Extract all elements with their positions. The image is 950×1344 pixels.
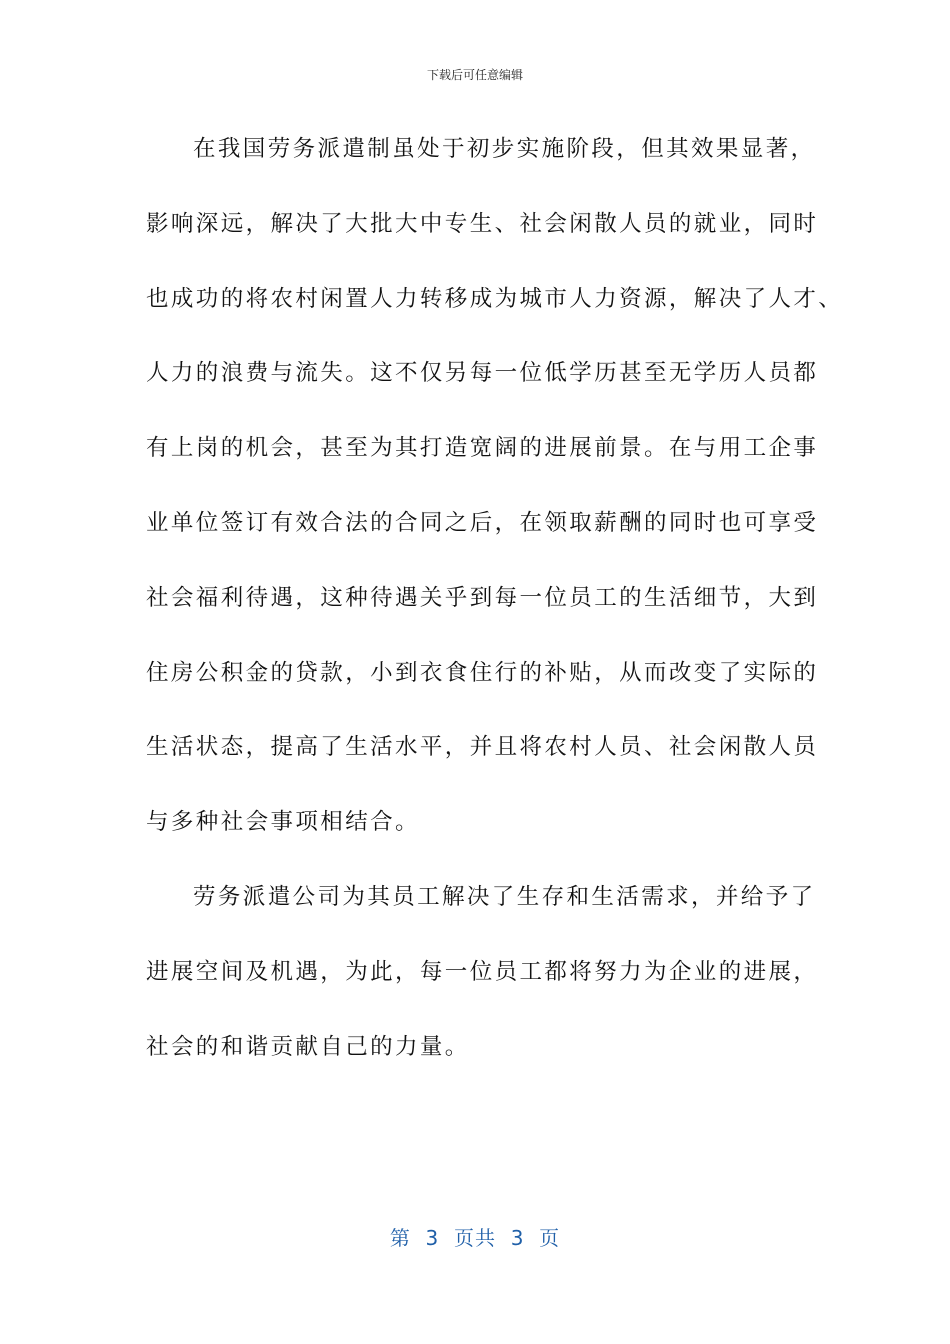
paragraph-line: 社会福利待遇，这种待遇关乎到每一位员工的生活细节，大到: [146, 584, 819, 611]
page-number: 第 3 页共 3 页: [389, 1226, 561, 1250]
paragraph-2: [146, 860, 819, 1084]
paragraph-line: 影响深远，解决了大批大中专生、社会闲散人员的就业，同时: [146, 210, 819, 237]
paragraph-1: [146, 112, 844, 860]
paragraph-line: 与多种社会事项相结合。: [146, 809, 420, 836]
header-note: 下载后可任意编辑: [426, 68, 523, 82]
document-body: [146, 112, 844, 1084]
paragraph-line: 进展空间及机遇，为此，每一位员工都将努力为企业的进展，: [146, 958, 819, 985]
paragraph-line: 业单位签订有效合法的合同之后，在领取薪酬的同时也可享受: [146, 509, 819, 536]
paragraph-line: 在我国劳务派遣制虽处于初步实施阶段，但其效果显著，: [193, 136, 816, 162]
paragraph-line: 住房公积金的贷款，小到衣食住行的补贴，从而改变了实际的: [146, 659, 819, 686]
paragraph-line: 社会的和谐贡献自己的力量。: [146, 1033, 470, 1060]
paragraph-line: 人力的浪费与流失。这不仅另每一位低学历甚至无学历人员都: [146, 360, 819, 387]
paragraph-line: 生活状态，提高了生活水平，并且将农村人员、社会闲散人员: [146, 734, 819, 761]
paragraph-line: 劳务派遣公司为其员工解决了生存和生活需求，并给予了: [193, 883, 816, 910]
paragraph-line: 有上岗的机会，甚至为其打造宽阔的进展前景。在与用工企事: [146, 435, 819, 462]
paragraph-line: 也成功的将农村闲置人力转移成为城市人力资源，解决了人才、: [146, 285, 844, 312]
